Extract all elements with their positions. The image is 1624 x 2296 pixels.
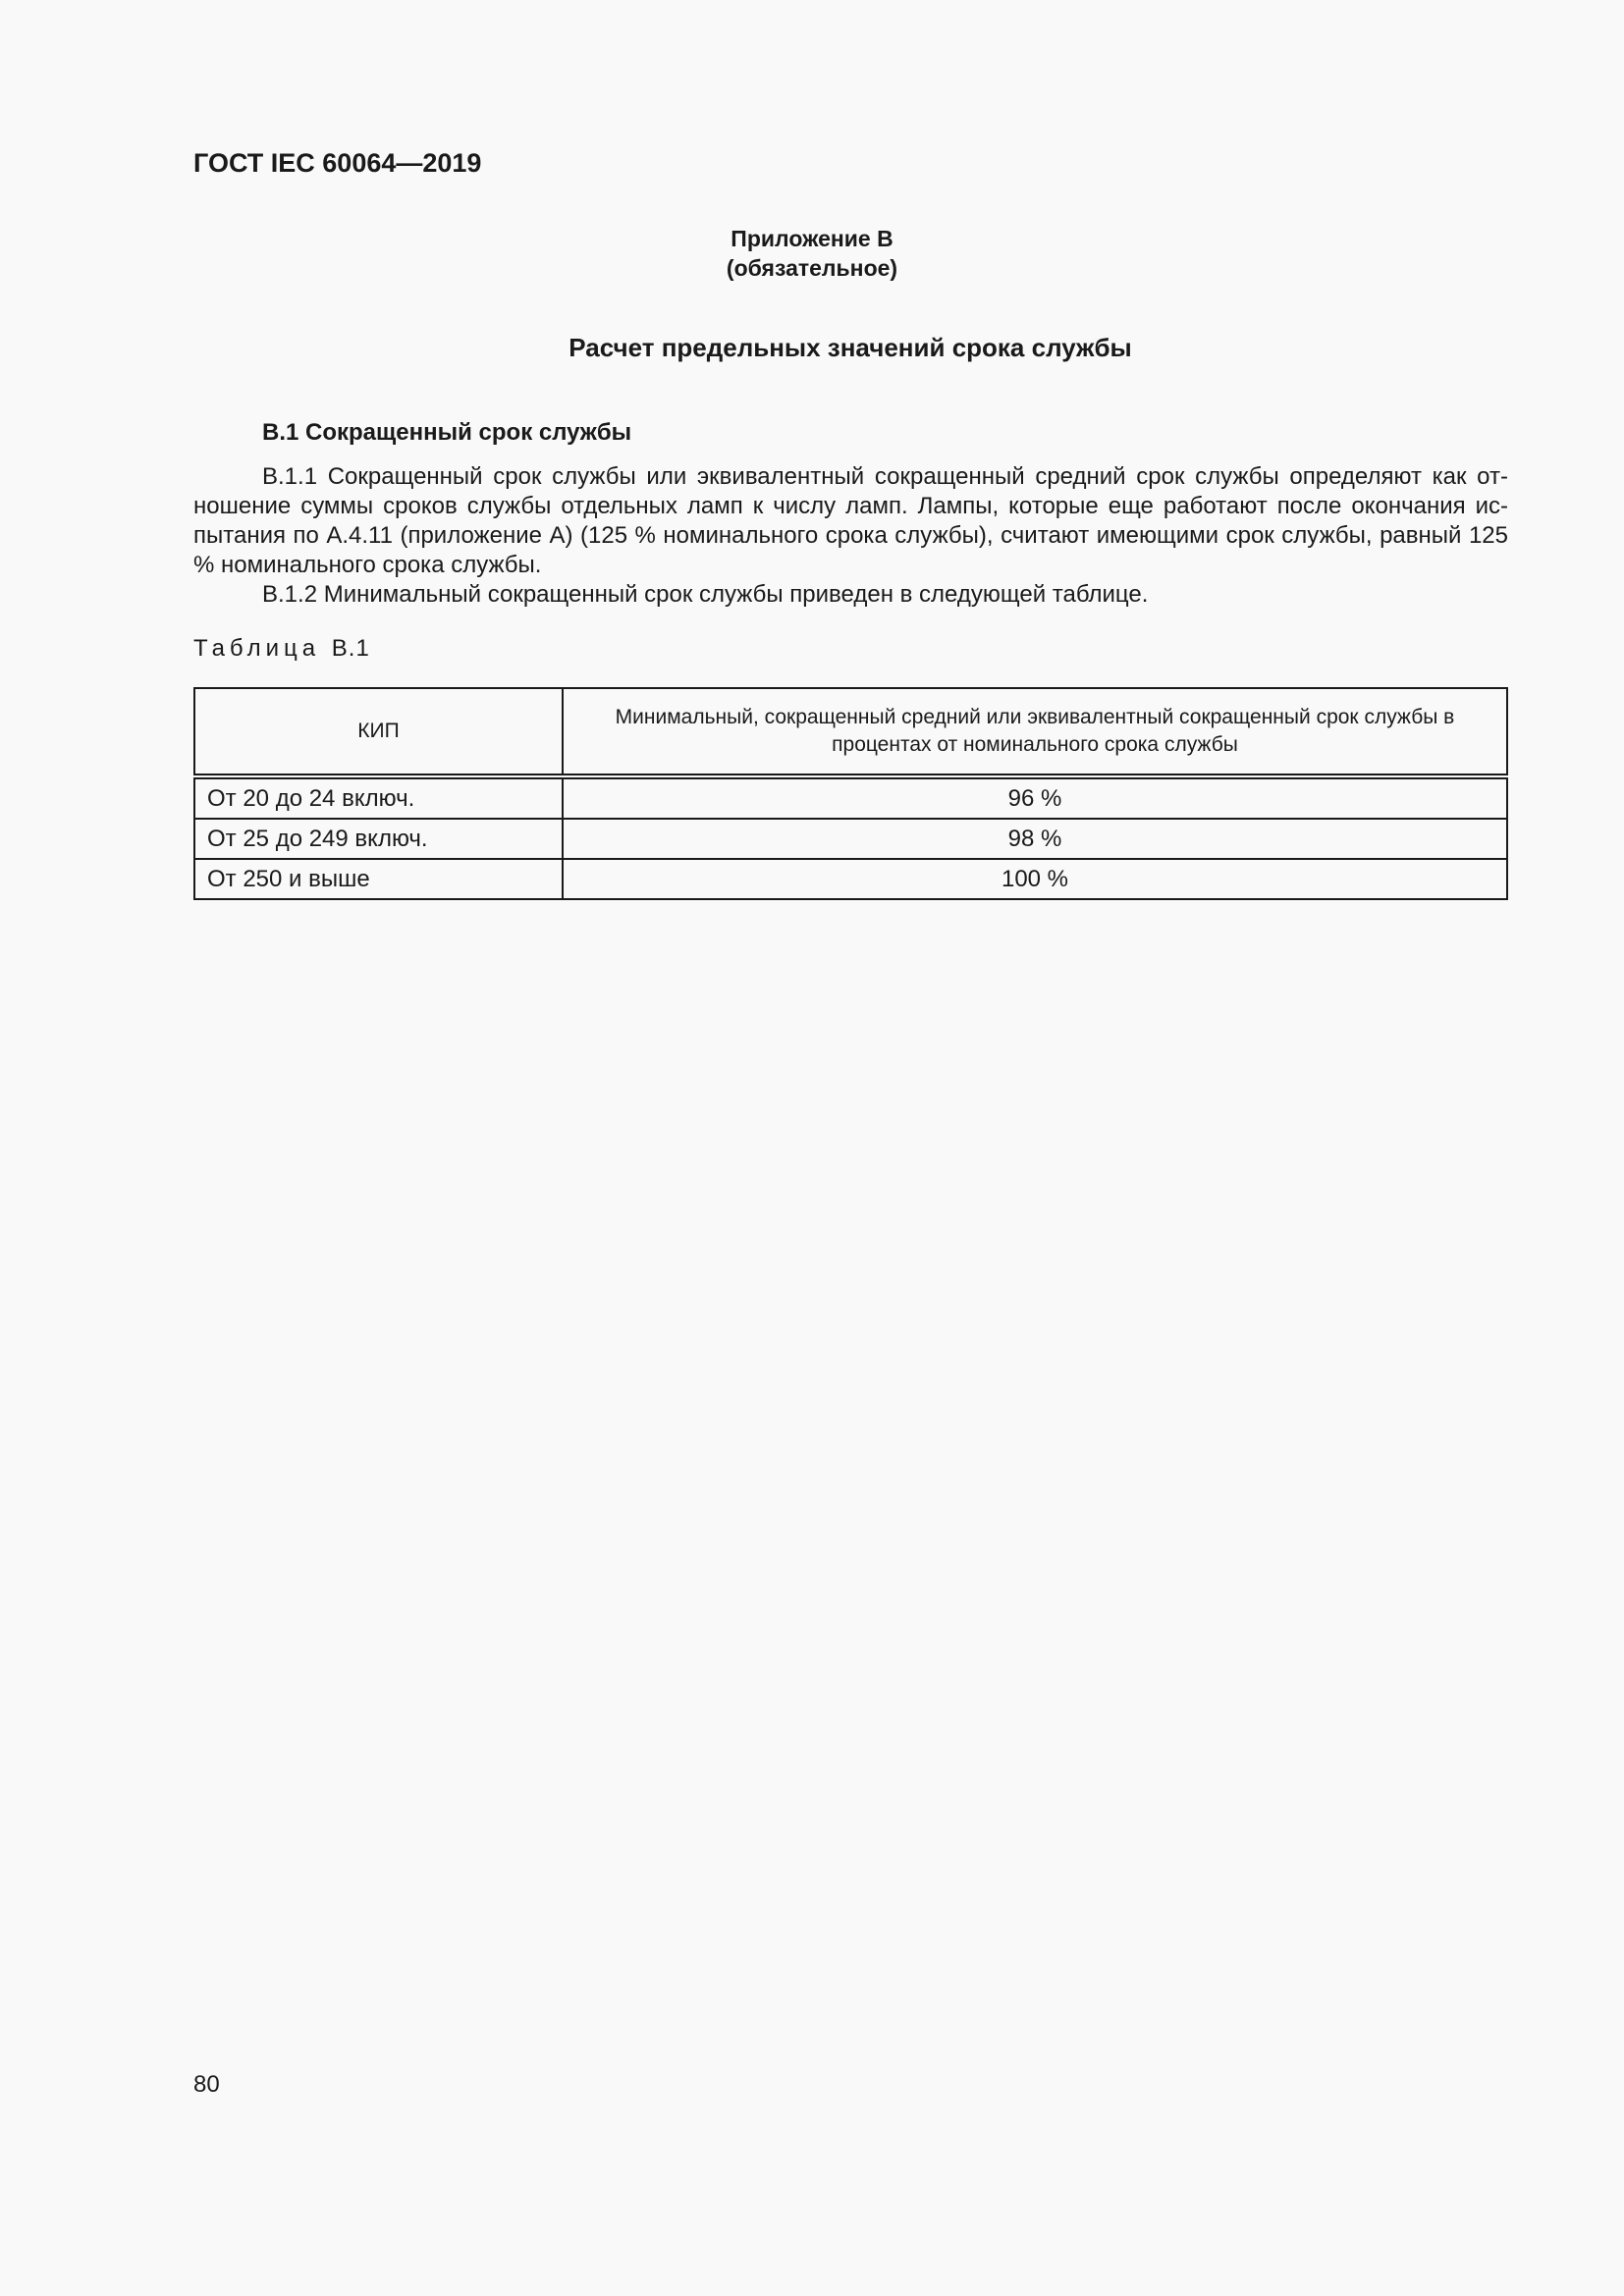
page-number: 80 [193,2071,220,2098]
table-caption-word: Таблица [193,635,321,662]
value-cell: 100 % [563,859,1507,899]
table-caption [193,635,370,663]
paragraph-b-1-2: В.1.2 Минимальный сокращенный срок службы приведен в следующей таблице. [262,581,1149,608]
table-caption-number: В.1 [331,635,370,662]
kip-cell: От 25 до 249 включ. [194,819,563,859]
section-title: Расчет предельных значений срока службы [568,333,1132,362]
value-cell: 96 % [563,776,1507,819]
service-life-table [193,687,1508,900]
table-header-row [194,688,1507,776]
table-row [194,819,1507,859]
table-row [194,776,1507,819]
table-row [194,859,1507,899]
subsection-heading: В.1 Сокращенный срок службы [262,419,632,446]
column-header-min-life: Минимальный, сокращенный средний или эквивалентный сокращенный срок службы в процентах от номинального срока службы [563,688,1507,776]
document-header: ГОСТ IEC 60064—2019 [193,148,482,178]
kip-cell: От 250 и выше [194,859,563,899]
appendix-title: Приложение В [731,226,893,251]
appendix-heading [0,224,1624,283]
appendix-status: (обязательное) [726,255,898,281]
paragraph-b-1-1: В.1.1 Сокращенный срок службы или эквивалентный сокращенный средний срок службы определяют как отношение суммы сроков службы отдельных ламп к числу ламп. Лампы, которые еще работают после окончания испытания по А.4.11 (приложение А) (125 % номинального срока службы), считают имеющими срок службы, равный 125 % номинального срока службы. [193,463,1508,578]
value-cell: 98 % [563,819,1507,859]
kip-cell: От 20 до 24 включ. [194,776,563,819]
column-header-kip: КИП [194,688,563,776]
